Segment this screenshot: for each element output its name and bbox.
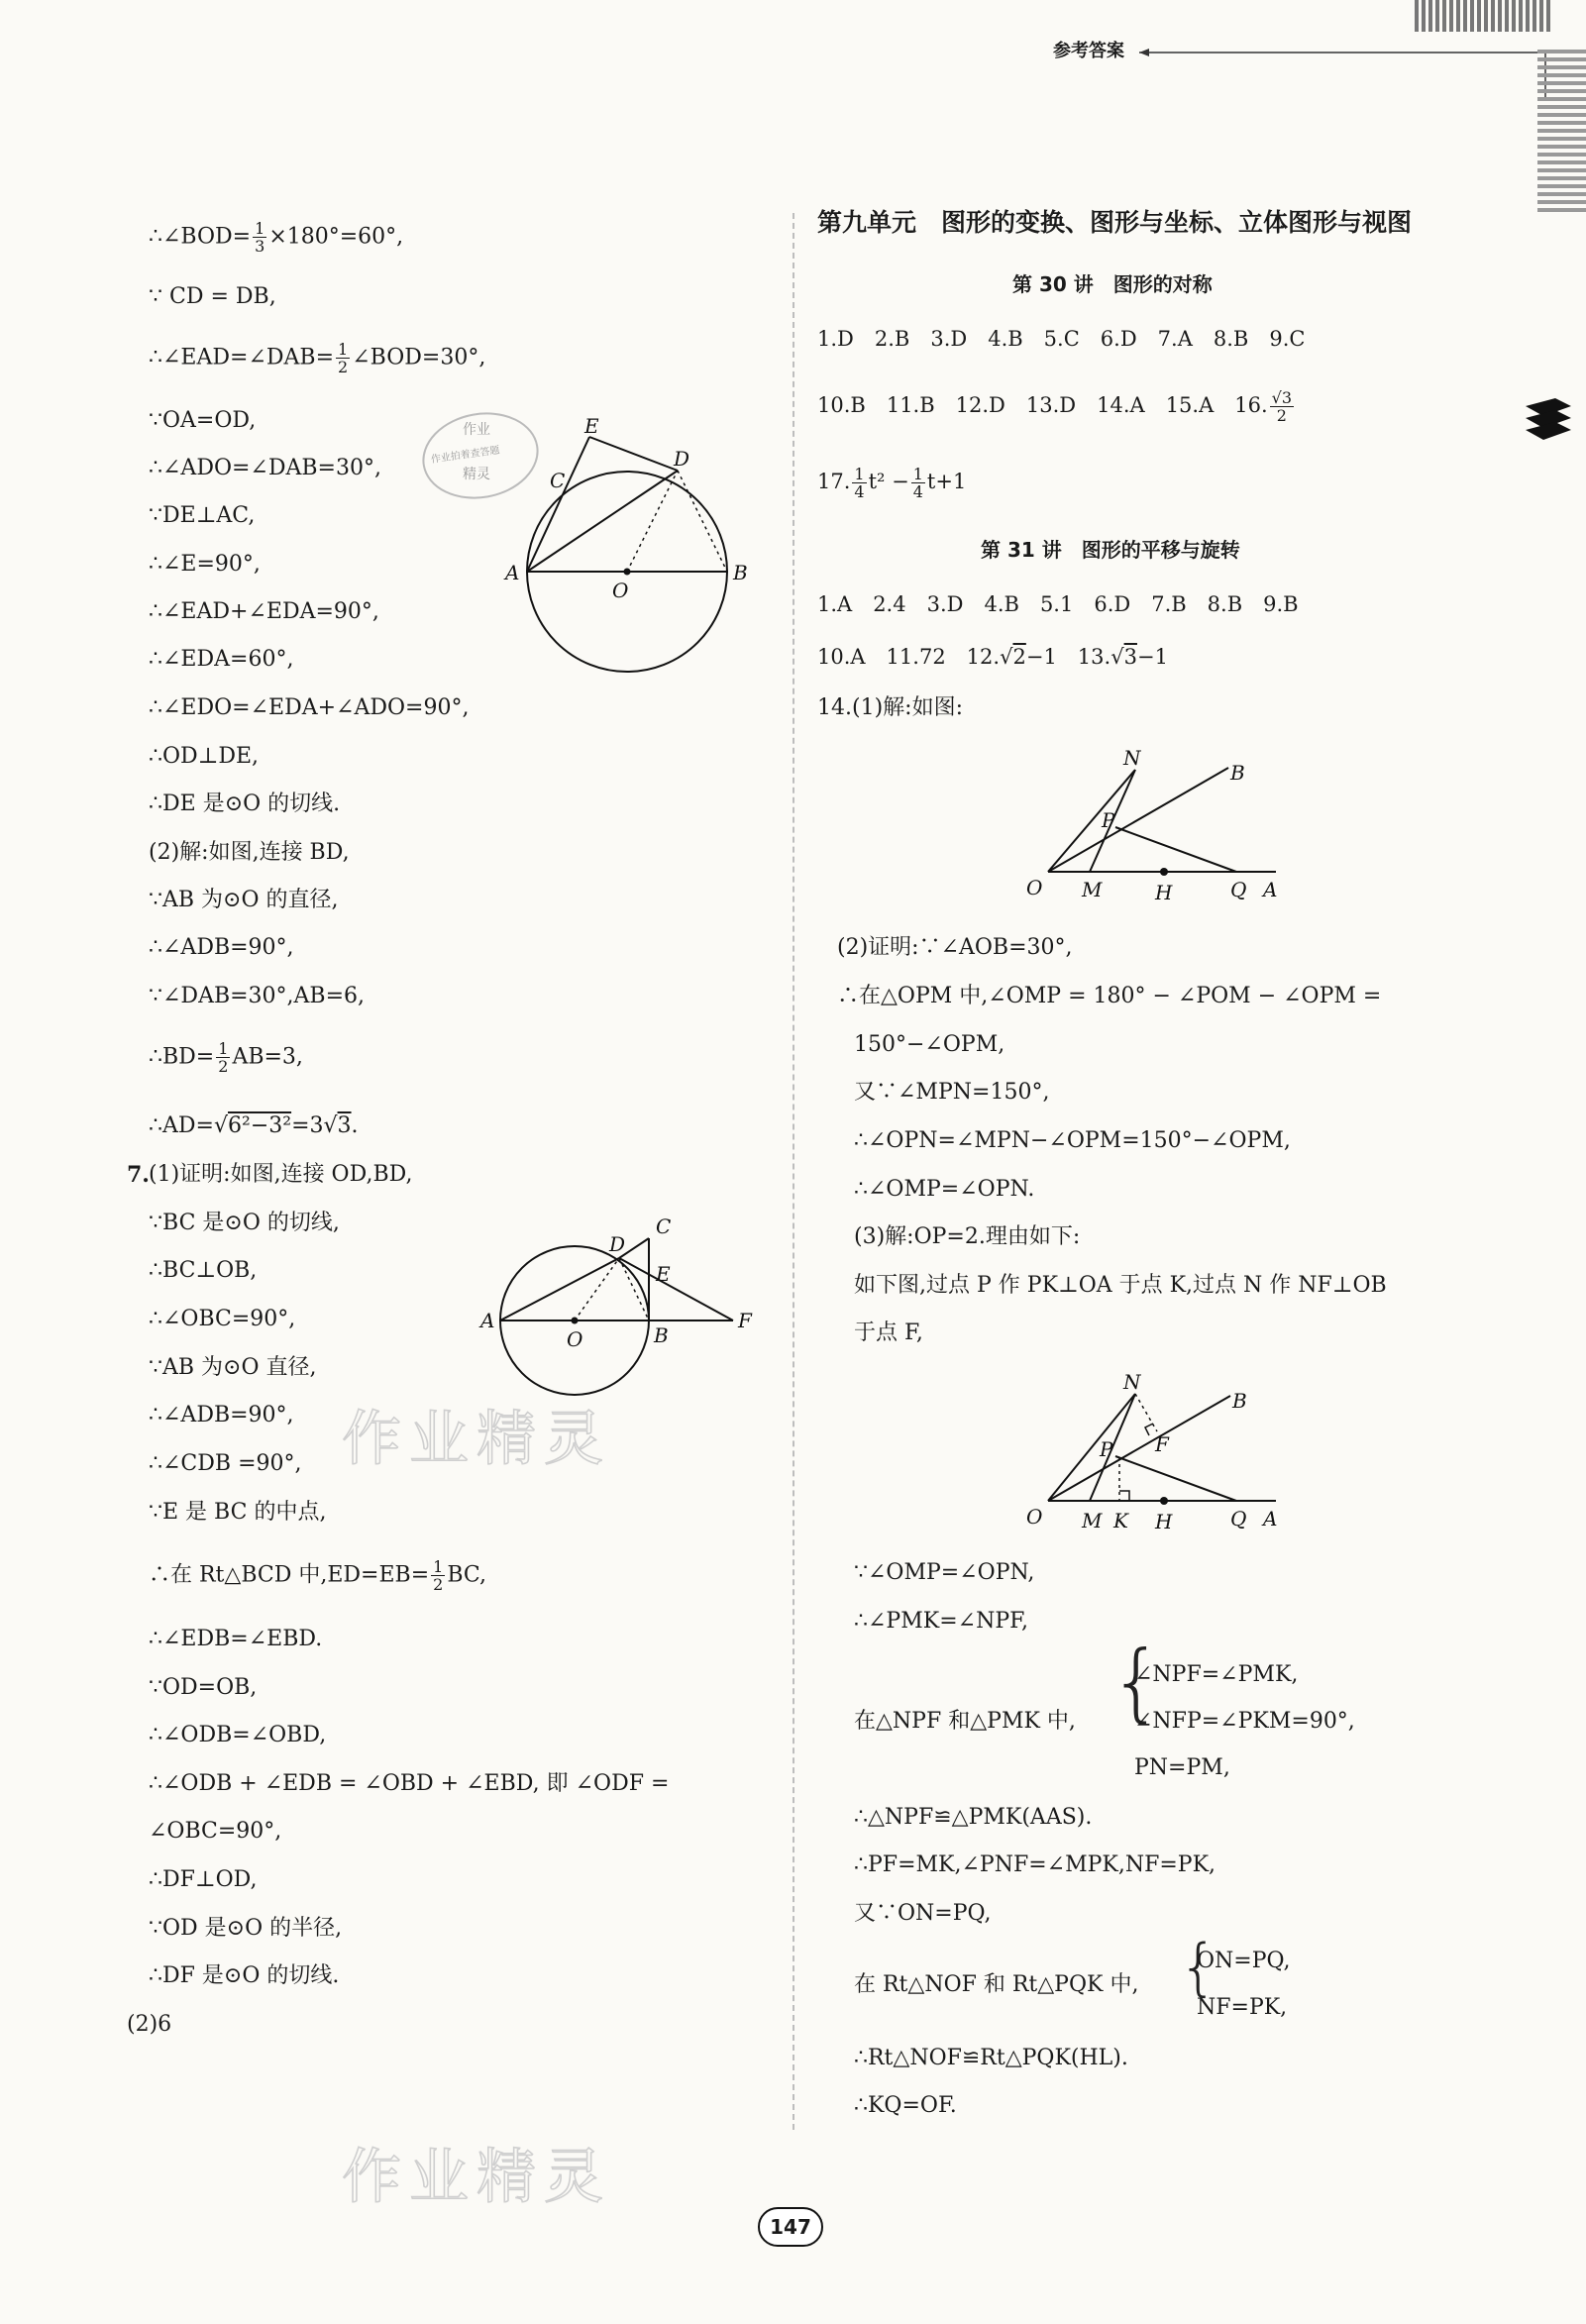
right-line-27: ∴△NPF≌△PMK(AAS).	[854, 1805, 1093, 1830]
page-number: 147	[770, 2215, 811, 2239]
left-line-15: ∴∠ADB=90°,	[149, 935, 294, 960]
fig4-label-o: O	[1026, 1505, 1043, 1529]
edge-tab-decoration	[1526, 50, 1586, 485]
fig3-label-h: H	[1155, 881, 1173, 904]
fig2-label-b: B	[654, 1323, 669, 1347]
right-line-21: (3)解:OP=2.理由如下:	[854, 1224, 1081, 1249]
left-line-13: (2)解:如图,连接 BD,	[149, 840, 350, 865]
left-line-4: ∵OA=OD,	[149, 408, 257, 433]
column-divider	[793, 213, 794, 2130]
fig1-center-dot	[624, 569, 631, 576]
fig4-line-ob	[1048, 1396, 1230, 1501]
right-line-22: 如下图,过点 P 作 PK⊥OA 于点 K,过点 N 作 NF⊥OB	[854, 1273, 1387, 1298]
fig2-label-o: O	[567, 1327, 583, 1351]
left-line-31: ∴∠ODB + ∠EDB = ∠OBD + ∠EBD, 即 ∠ODF =	[149, 1771, 670, 1796]
brace-system-2: {	[1179, 1931, 1218, 2003]
watermark-1: 作业精灵	[342, 1405, 611, 1474]
fig3-label-o: O	[1026, 876, 1043, 899]
left-line-21: ∴BC⊥OB,	[149, 1258, 258, 1283]
left-line-5: ∴∠ADO=∠DAB=30°,	[149, 456, 381, 480]
lesson-31-answers-row-1: 1.A 2.4 3.D 4.B 5.1 6.D 7.B 8.B 9.B	[817, 592, 1299, 616]
fig3-point-h	[1160, 868, 1168, 876]
right-line-29: 又∵ON=PQ,	[854, 1901, 992, 1926]
right-line-30: 在 Rt△NOF 和 Rt△PQK 中,	[854, 1972, 1139, 1997]
right-line-14: 14.(1)解:如图:	[817, 695, 963, 720]
fig2-center-dot	[572, 1318, 579, 1324]
brace-system-1: {	[1110, 1633, 1164, 1732]
stamp-line-3: 精灵	[463, 467, 490, 482]
right-line-20: ∴∠OMP=∠OPN.	[854, 1177, 1035, 1202]
left-line-34: ∵OD 是⊙O 的半径,	[149, 1916, 343, 1941]
figure-rotation-2	[1020, 1372, 1298, 1540]
left-line-2: ∵ CD = DB,	[149, 284, 276, 309]
fig4-label-p: P	[1100, 1437, 1113, 1461]
right-line-16: ∴在△OPM 中,∠OMP = 180° − ∠POM − ∠OPM =	[837, 984, 1382, 1008]
left-line-16: ∵∠DAB=30°,AB=6,	[149, 984, 366, 1008]
header-label: 参考答案	[1053, 41, 1124, 61]
left-line-19: (1)证明:如图,连接 OD,BD,	[149, 1162, 413, 1187]
fig4-line-pq	[1115, 1456, 1236, 1501]
left-line-20: ∵BC 是⊙O 的切线,	[149, 1211, 340, 1235]
system-1-line-1: ∠NPF=∠PMK,	[1134, 1662, 1299, 1687]
fig2-line-ad	[500, 1258, 619, 1320]
system-1-line-2: ∠NFP=∠PKM=90°,	[1134, 1709, 1355, 1734]
left-line-25: ∴∠CDB =90°,	[149, 1451, 302, 1476]
fig3-line-pq	[1115, 827, 1236, 872]
fig4-label-q: Q	[1230, 1507, 1247, 1531]
left-line-30: ∴∠ODB=∠OBD,	[149, 1723, 327, 1747]
fig2-line-db	[619, 1258, 649, 1320]
left-line-24: ∴∠ADB=90°,	[149, 1403, 294, 1427]
fig4-label-k: K	[1113, 1509, 1128, 1532]
fig3-label-b: B	[1230, 761, 1245, 785]
left-line-26: ∵E 是 BC 的中点,	[149, 1500, 327, 1525]
fig1-label-o: O	[612, 579, 629, 602]
fig4-label-m: M	[1082, 1509, 1103, 1532]
unit-title: 第九单元 图形的变换、图形与坐标、立体图形与视图	[817, 208, 1413, 237]
right-line-15: (2)证明:∵∠AOB=30°,	[837, 935, 1073, 960]
fig1-label-e: E	[584, 414, 599, 438]
lesson-30-answers-row-1: 1.D 2.B 3.D 4.B 5.C 6.D 7.A 8.B 9.C	[817, 327, 1306, 351]
fig2-line-od	[575, 1258, 619, 1320]
fig3-label-p: P	[1102, 808, 1115, 832]
left-line-22: ∴∠OBC=90°,	[149, 1307, 296, 1331]
header-decoration	[1139, 0, 1586, 99]
fig4-label-a: A	[1263, 1507, 1278, 1531]
system-2-line-2: NF=PK,	[1197, 1995, 1288, 2020]
fig4-label-n: N	[1123, 1372, 1141, 1394]
left-line-3: ∴∠EAD=∠DAB= $\frac{1}{2}$ ∠BOD=30°,	[149, 340, 486, 376]
fig4-line-nf	[1135, 1394, 1157, 1431]
fig4-point-h	[1160, 1497, 1168, 1505]
system-2-line-1: ON=PQ,	[1197, 1949, 1291, 1973]
fig2-label-f: F	[738, 1309, 752, 1332]
right-line-24: ∵∠OMP=∠OPN,	[854, 1560, 1035, 1585]
left-line-14: ∵AB 为⊙O 的直径,	[149, 888, 339, 912]
fig2-label-e: E	[656, 1262, 671, 1286]
lesson-30-answer-17: 17. $\frac{1}{4}$ t² − $\frac{1}{4}$ t+1	[817, 465, 967, 501]
fig4-label-h: H	[1155, 1510, 1173, 1533]
fig4-label-b: B	[1232, 1389, 1247, 1413]
watermark-2: 作业精灵	[342, 2143, 611, 2212]
fig2-line-df	[619, 1258, 733, 1320]
fig3-label-m: M	[1082, 878, 1103, 901]
fig3-label-n: N	[1123, 748, 1141, 770]
lesson-31-title: 第 31 讲 图形的平移与旋转	[981, 538, 1240, 562]
question-7-number: 7.	[127, 1162, 150, 1188]
fig2-label-c: C	[656, 1215, 672, 1238]
fig1-line-db	[678, 471, 727, 572]
left-line-32: ∠OBC=90°,	[149, 1819, 282, 1844]
lesson-31-answers-row-2: 10.A 11.72 12.√2−1 13.√3−1	[817, 645, 1168, 669]
right-line-26: 在△NPF 和△PMK 中,	[854, 1709, 1076, 1734]
left-line-6: ∵DE⊥AC,	[149, 503, 256, 528]
left-line-10: ∴∠EDO=∠EDA+∠ADO=90°,	[149, 695, 470, 720]
left-line-27: ∴在 Rt△BCD 中,ED=EB= $\frac{1}{2}$ BC,	[149, 1557, 486, 1594]
right-line-19: ∴∠OPN=∠MPN−∠OPM=150°−∠OPM,	[854, 1128, 1291, 1153]
left-line-9: ∴∠EDA=60°,	[149, 647, 294, 672]
lesson-30-answers-row-2: 10.B 11.B 12.D 13.D 14.A 15.A 16. $\frac{√3}{2}$	[817, 388, 1293, 425]
fig4-label-f: F	[1155, 1432, 1169, 1456]
fig2-label-a: A	[480, 1309, 495, 1332]
lesson-30-title: 第 30 讲 图形的对称	[1012, 272, 1213, 296]
right-line-31: ∴Rt△NOF≌Rt△PQK(HL).	[854, 2046, 1128, 2070]
left-line-7: ∴∠E=90°,	[149, 552, 261, 577]
right-line-18: 又∵∠MPN=150°,	[854, 1080, 1050, 1105]
fig3-line-on	[1048, 770, 1135, 872]
left-line-28: ∴∠EDB=∠EBD.	[149, 1627, 323, 1651]
fig1-label-c: C	[550, 469, 566, 492]
fig1-line-od	[627, 471, 678, 572]
fig1-label-d: D	[674, 447, 690, 471]
right-line-23: 于点 F,	[854, 1320, 923, 1345]
fig4-line-on	[1048, 1394, 1135, 1501]
fig4-right-angle-f	[1145, 1424, 1153, 1435]
left-line-29: ∵OD=OB,	[149, 1675, 258, 1700]
page-number-badge	[758, 2207, 823, 2247]
fig1-label-a: A	[505, 561, 520, 584]
fig2-label-d: D	[609, 1232, 626, 1256]
left-line-23: ∵AB 为⊙O 直径,	[149, 1355, 317, 1380]
left-line-33: ∴DF⊥OD,	[149, 1867, 258, 1892]
fig1-label-b: B	[733, 561, 748, 584]
fig3-label-a: A	[1263, 878, 1278, 901]
left-line-12: ∴DE 是⊙O 的切线.	[149, 792, 341, 816]
left-line-35: ∴DF 是⊙O 的切线.	[149, 1963, 340, 1988]
figure-circle-tangent-bc	[476, 1204, 763, 1402]
left-line-11: ∴OD⊥DE,	[149, 744, 260, 769]
left-line-36: (2)6	[127, 2012, 172, 2037]
stamp-line-2: 作业拍着查答题	[430, 445, 501, 466]
figure-rotation-1	[1020, 748, 1298, 906]
left-line-8: ∴∠EAD+∠EDA=90°,	[149, 599, 379, 624]
fig4-right-angle-k	[1119, 1491, 1129, 1501]
fig3-label-q: Q	[1230, 878, 1247, 901]
left-line-18: ∴AD=√6²−3²=3√3.	[149, 1113, 359, 1138]
stamp-line-1: 作业	[463, 422, 490, 438]
fig1-line-ed	[589, 437, 678, 471]
book-stack-icon	[1526, 398, 1571, 440]
right-line-32: ∴KQ=OF.	[854, 2093, 957, 2118]
fig3-line-ob	[1048, 768, 1228, 872]
right-line-25: ∴∠PMK=∠NPF,	[854, 1609, 1028, 1634]
left-line-17: ∴BD= $\frac{1}{2}$ AB=3,	[149, 1039, 303, 1076]
right-line-17: 150°−∠OPM,	[854, 1032, 1005, 1057]
system-1-line-3: PN=PM,	[1134, 1755, 1230, 1780]
right-line-28: ∴PF=MK,∠PNF=∠MPK,NF=PK,	[854, 1852, 1216, 1877]
homework-stamp	[411, 401, 550, 510]
left-line-1: ∴∠BOD= $\frac{1}{3}$ ×180°=60°,	[149, 219, 404, 256]
